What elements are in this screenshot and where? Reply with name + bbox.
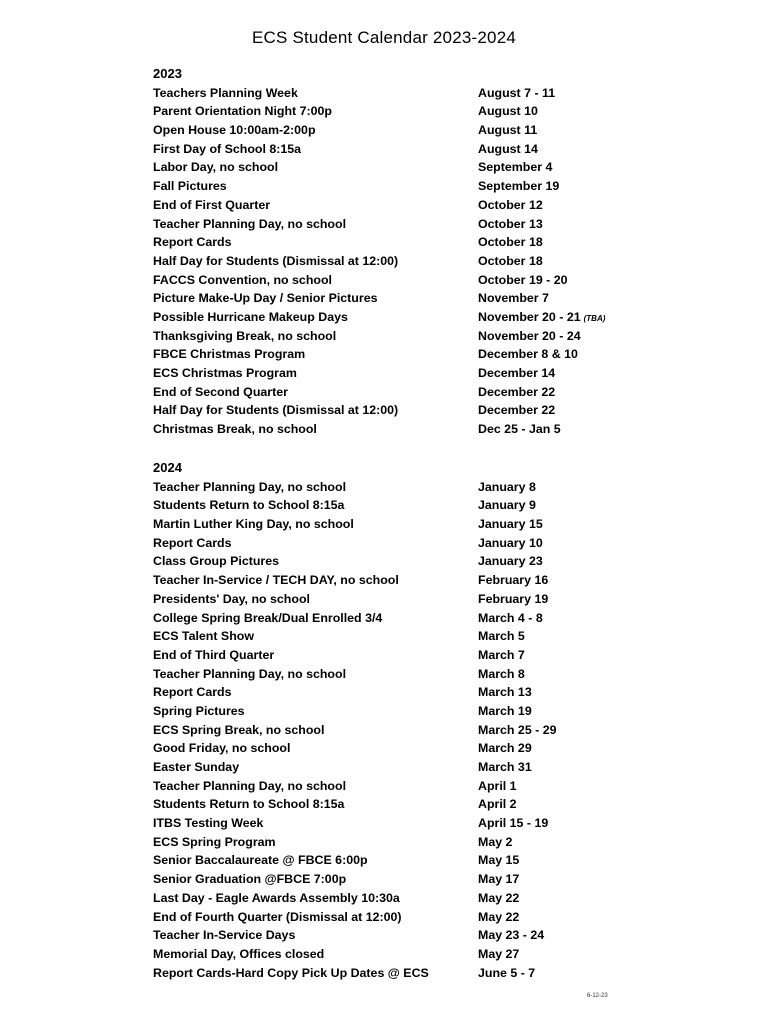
event-date-cell	[478, 252, 543, 271]
calendar-row	[153, 851, 673, 870]
event-date: December 22	[478, 384, 556, 399]
calendar-row	[153, 345, 673, 364]
calendar-row	[153, 590, 673, 609]
event-date-cell	[478, 851, 519, 870]
event-date: May 15	[478, 853, 520, 868]
calendar-row	[153, 795, 673, 814]
event-date-cell	[478, 158, 552, 177]
event-name: Possible Hurricane Makeup Days	[153, 309, 348, 324]
event-name: Thanksgiving Break, no school	[153, 328, 337, 343]
event-date-cell	[478, 327, 581, 346]
calendar-row	[153, 627, 673, 646]
calendar-row	[153, 252, 673, 271]
event-name: FBCE Christmas Program	[153, 347, 306, 362]
calendar-row	[153, 233, 673, 252]
event-date-cell	[478, 795, 517, 814]
event-name: Parent Orientation Night 7:00p	[153, 104, 332, 119]
calendar-row	[153, 814, 673, 833]
calendar-row	[153, 327, 673, 346]
event-date: February 16	[478, 573, 549, 588]
calendar-row	[153, 102, 673, 121]
event-date: March 19	[478, 703, 532, 718]
event-name: First Day of School 8:15a	[153, 141, 302, 156]
event-date-cell	[478, 289, 549, 308]
event-date-cell	[478, 345, 578, 364]
event-name: College Spring Break/Dual Enrolled 3/4	[153, 610, 383, 625]
event-date: May 17	[478, 872, 520, 887]
event-date-cell	[478, 777, 517, 796]
event-name: Half Day for Students (Dismissal at 12:00)	[153, 403, 399, 418]
event-date-cell	[478, 702, 532, 721]
event-date-cell	[478, 177, 559, 196]
event-name: Picture Make-Up Day / Senior Pictures	[153, 291, 378, 306]
event-date: April 15 - 19	[478, 816, 549, 831]
event-name: End of Fourth Quarter (Dismissal at 12:00)	[153, 909, 402, 924]
event-date-cell	[478, 627, 525, 646]
event-date: April 2	[478, 797, 517, 812]
calendar-row	[153, 401, 673, 420]
calendar-row	[153, 945, 673, 964]
event-date: September 4	[478, 160, 553, 175]
event-date: May 22	[478, 890, 520, 905]
event-date-cell	[478, 383, 555, 402]
event-name: Report Cards-Hard Copy Pick Up Dates @ ECS	[153, 965, 429, 980]
event-name: Spring Pictures	[153, 703, 245, 718]
calendar-row	[153, 140, 673, 159]
calendar-row	[153, 308, 673, 327]
calendar-row	[153, 646, 673, 665]
calendar-row	[153, 158, 673, 177]
event-date: March 7	[478, 647, 525, 662]
revision-date: 6-12-23	[587, 993, 608, 999]
event-date-cell	[478, 271, 568, 290]
event-date-cell	[478, 308, 605, 329]
event-date: November 20 - 24	[478, 328, 581, 343]
event-name: Senior Baccalaureate @ FBCE 6:00p	[153, 853, 368, 868]
event-date-cell	[478, 590, 548, 609]
event-date: January 9	[478, 498, 536, 513]
event-name: Good Friday, no school	[153, 741, 291, 756]
calendar-row	[153, 683, 673, 702]
event-name: Teacher Planning Day, no school	[153, 666, 347, 681]
calendar-row	[153, 889, 673, 908]
event-date-cell	[478, 739, 532, 758]
calendar-row	[153, 84, 673, 103]
event-date: October 19 - 20	[478, 272, 568, 287]
event-date-cell	[478, 646, 525, 665]
calendar-row	[153, 870, 673, 889]
event-name: ECS Talent Show	[153, 629, 254, 644]
event-date: November 20 - 21	[478, 309, 581, 324]
calendar-row	[153, 271, 673, 290]
event-date: June 5 - 7	[478, 965, 536, 980]
event-date-cell	[478, 926, 544, 945]
calendar-row	[153, 215, 673, 234]
section-2023	[153, 65, 673, 439]
event-date: March 8	[478, 666, 525, 681]
calendar-row	[153, 552, 673, 571]
event-name: Report Cards	[153, 685, 232, 700]
event-date: January 23	[478, 554, 543, 569]
event-date-cell	[478, 515, 543, 534]
event-date: October 12	[478, 197, 543, 212]
event-list	[153, 478, 673, 983]
event-date-cell	[478, 683, 532, 702]
event-date: August 7 - 11	[478, 85, 556, 100]
event-date: December 14	[478, 366, 556, 380]
event-date-cell	[478, 534, 543, 553]
event-date: March 25 - 29	[478, 722, 557, 737]
calendar-row	[153, 721, 673, 740]
calendar-row	[153, 420, 673, 439]
event-date: December 22	[478, 403, 556, 418]
event-date-cell	[478, 552, 543, 571]
event-name: Labor Day, no school	[153, 160, 279, 175]
event-date-cell	[478, 401, 555, 420]
event-name: Last Day - Eagle Awards Assembly 10:30a	[153, 890, 400, 905]
event-date: Dec 25 - Jan 5	[478, 422, 561, 437]
event-date-cell	[478, 721, 557, 740]
event-name: Report Cards	[153, 235, 232, 250]
calendar-row	[153, 964, 673, 983]
event-name: Open House 10:00am-2:00p	[153, 123, 316, 138]
event-name: Teachers Planning Week	[153, 85, 298, 100]
year-heading: 2023	[153, 66, 182, 81]
event-date-cell	[478, 870, 519, 889]
event-date: March 5	[478, 629, 525, 644]
event-name: Half Day for Students (Dismissal at 12:00)	[153, 253, 399, 268]
event-name: ECS Spring Program	[153, 834, 276, 849]
page-title: ECS Student Calendar 2023-2024	[251, 28, 516, 47]
event-date-cell	[478, 945, 519, 964]
calendar-row	[153, 364, 673, 383]
event-date: December 8 & 10	[478, 347, 578, 362]
event-date: March 4 - 8	[478, 610, 543, 625]
event-name: Fall Pictures	[153, 179, 227, 194]
calendar-row	[153, 515, 673, 534]
calendar-row	[153, 665, 673, 684]
calendar-row	[153, 833, 673, 852]
event-note: (TBA)	[583, 313, 606, 323]
calendar-row	[153, 383, 673, 402]
event-date: May 22	[478, 909, 520, 924]
section-2024	[153, 459, 673, 982]
event-date: March 29	[478, 741, 532, 756]
event-date-cell	[478, 908, 519, 927]
calendar-row	[153, 702, 673, 721]
calendar-row	[153, 121, 673, 140]
event-date: November 7	[478, 291, 549, 306]
calendar-row	[153, 534, 673, 553]
event-date-cell	[478, 833, 512, 852]
event-name: ITBS Testing Week	[153, 816, 264, 831]
event-date-cell	[478, 102, 538, 121]
event-date: May 2	[478, 834, 513, 849]
event-date-cell	[478, 496, 536, 515]
calendar-row	[153, 496, 673, 515]
event-date: August 14	[478, 141, 538, 156]
event-date: October 18	[478, 253, 543, 268]
event-name: ECS Christmas Program	[153, 366, 297, 380]
event-date-cell	[478, 889, 519, 908]
event-name: FACCS Convention, no school	[153, 272, 332, 287]
event-name: Christmas Break, no school	[153, 422, 317, 437]
event-date-cell	[478, 140, 538, 159]
event-date: October 13	[478, 216, 543, 231]
event-name: End of First Quarter	[153, 197, 271, 212]
calendar-row	[153, 177, 673, 196]
event-date-cell	[478, 478, 536, 497]
event-date: January 10	[478, 535, 543, 550]
event-name: Class Group Pictures	[153, 554, 280, 569]
event-date: October 18	[478, 235, 543, 250]
event-name: Report Cards	[153, 535, 232, 550]
calendar-row	[153, 478, 673, 497]
event-list	[153, 84, 673, 439]
calendar-row	[153, 926, 673, 945]
year-heading: 2024	[153, 460, 182, 475]
event-date: March 13	[478, 685, 532, 700]
event-date: May 23 - 24	[478, 928, 545, 943]
event-date-cell	[478, 196, 543, 215]
calendar-row	[153, 739, 673, 758]
event-date-cell	[478, 420, 561, 439]
event-date-cell	[478, 84, 555, 103]
calendar-row	[153, 777, 673, 796]
event-date: January 15	[478, 517, 543, 532]
event-name: Presidents' Day, no school	[153, 591, 310, 606]
event-date-cell	[478, 571, 548, 590]
calendar-row	[153, 571, 673, 590]
event-name: Senior Graduation @FBCE 7:00p	[153, 872, 347, 887]
event-date: March 31	[478, 760, 532, 774]
event-name: Students Return to School 8:15a	[153, 797, 345, 812]
event-name: Teacher In-Service / TECH DAY, no school	[153, 573, 399, 588]
event-date-cell	[478, 121, 537, 140]
calendar-row	[153, 908, 673, 927]
event-date-cell	[478, 233, 543, 252]
event-name: Martin Luther King Day, no school	[153, 517, 354, 532]
calendar-row	[153, 196, 673, 215]
event-name: Easter Sunday	[153, 760, 240, 774]
event-name: Students Return to School 8:15a	[153, 498, 345, 513]
event-date-cell	[478, 758, 532, 777]
event-name: ECS Spring Break, no school	[153, 722, 325, 737]
event-date: January 8	[478, 479, 536, 494]
event-date-cell	[478, 215, 543, 234]
event-date: February 19	[478, 591, 549, 606]
event-name: Teacher Planning Day, no school	[153, 216, 347, 231]
event-date: May 27	[478, 946, 520, 961]
event-name: End of Third Quarter	[153, 647, 275, 662]
event-date-cell	[478, 964, 535, 983]
event-name: Teacher Planning Day, no school	[153, 479, 347, 494]
event-date: April 1	[478, 778, 517, 793]
event-date-cell	[478, 814, 548, 833]
calendar-row	[153, 289, 673, 308]
event-date: August 10	[478, 104, 538, 119]
event-date-cell	[478, 665, 525, 684]
event-name: End of Second Quarter	[153, 384, 288, 399]
calendar-row	[153, 758, 673, 777]
event-name: Teacher Planning Day, no school	[153, 778, 347, 793]
event-date: August 11	[478, 123, 538, 138]
event-date: September 19	[478, 179, 560, 194]
event-date-cell	[478, 364, 555, 383]
event-name: Teacher In-Service Days	[153, 928, 296, 943]
event-name: Memorial Day, Offices closed	[153, 946, 325, 961]
calendar-row	[153, 609, 673, 628]
event-date-cell	[478, 609, 543, 628]
